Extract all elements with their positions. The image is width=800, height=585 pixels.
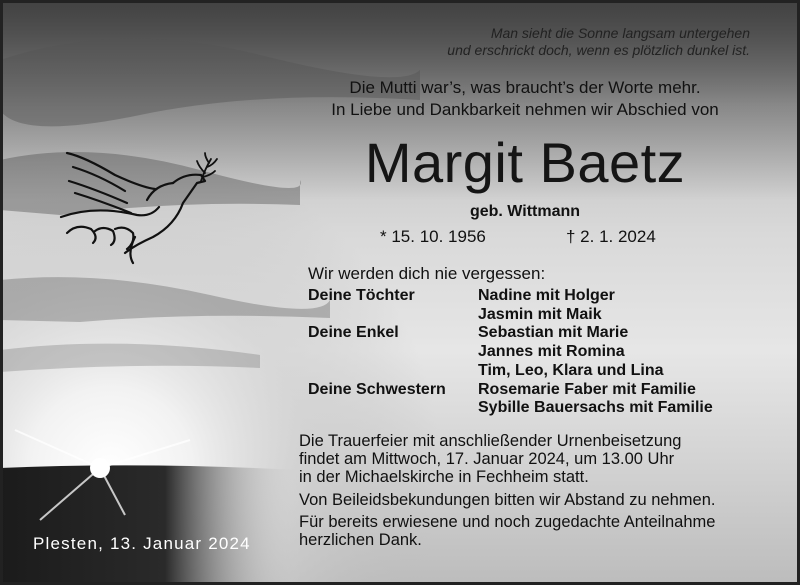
thanks-line: herzlichen Dank. bbox=[299, 531, 422, 550]
family-group-members bbox=[478, 381, 713, 418]
family-member: Sebastian mit Marie bbox=[478, 324, 629, 342]
condolences-note: Von Beileidsbekundungen bitten wir Abstand zu nehmen. bbox=[299, 490, 716, 509]
remembrance-line: Wir werden dich nie vergessen: bbox=[308, 264, 546, 283]
family-member: Jasmin mit Maik bbox=[478, 305, 602, 323]
intro-text bbox=[290, 77, 760, 121]
death-date: † 2. 1. 2024 bbox=[566, 227, 656, 246]
family-group-members bbox=[478, 287, 615, 324]
family-member: Rosemarie Faber mit Familie bbox=[478, 380, 696, 398]
intro-line: In Liebe und Dankbarkeit nehmen wir Abschied von bbox=[331, 100, 719, 119]
funeral-line: Die Trauerfeier mit anschließender Urnenbeisetzung bbox=[299, 432, 682, 450]
motto-quote bbox=[300, 25, 750, 59]
motto-line: Man sieht die Sonne langsam untergehen bbox=[490, 25, 750, 41]
funeral-line: in der Michaelskirche in Fechheim statt. bbox=[299, 468, 589, 487]
maiden-name: geb. Wittmann bbox=[469, 203, 581, 220]
family-member: Jannes mit Romina bbox=[478, 343, 625, 361]
motto-line: und erschrickt doch, wenn es plötzlich dunkel ist. bbox=[447, 42, 750, 58]
place-and-date: Plesten, 13. Januar 2024 bbox=[33, 534, 251, 553]
family-member: Sybille Bauersachs mit Familie bbox=[478, 399, 713, 417]
funeral-line: findet am Mittwoch, 17. Januar 2024, um 13.00 Uhr bbox=[299, 450, 675, 469]
family-group-label: Deine Töchter bbox=[308, 287, 415, 304]
family-group bbox=[308, 287, 768, 324]
family-group bbox=[308, 381, 768, 418]
family-group-label: Deine Enkel bbox=[308, 324, 399, 342]
family-member: Tim, Leo, Klara und Lina bbox=[478, 361, 664, 379]
family-group bbox=[308, 324, 768, 380]
family-group-label: Deine Schwestern bbox=[308, 380, 446, 398]
birth-date: * 15. 10. 1956 bbox=[380, 227, 486, 246]
deceased-name: Margit Baetz bbox=[364, 131, 686, 194]
family-member: Nadine mit Holger bbox=[478, 287, 615, 304]
dove-with-olive-branch-icon bbox=[55, 145, 225, 265]
funeral-information bbox=[299, 432, 769, 549]
thanks-line: Für bereits erwiesene und noch zugedachte Anteilnahme bbox=[299, 512, 716, 531]
family-group-members bbox=[478, 324, 664, 380]
intro-line: Die Mutti war’s, was braucht’s der Worte mehr. bbox=[349, 78, 701, 97]
family-list bbox=[308, 287, 768, 418]
